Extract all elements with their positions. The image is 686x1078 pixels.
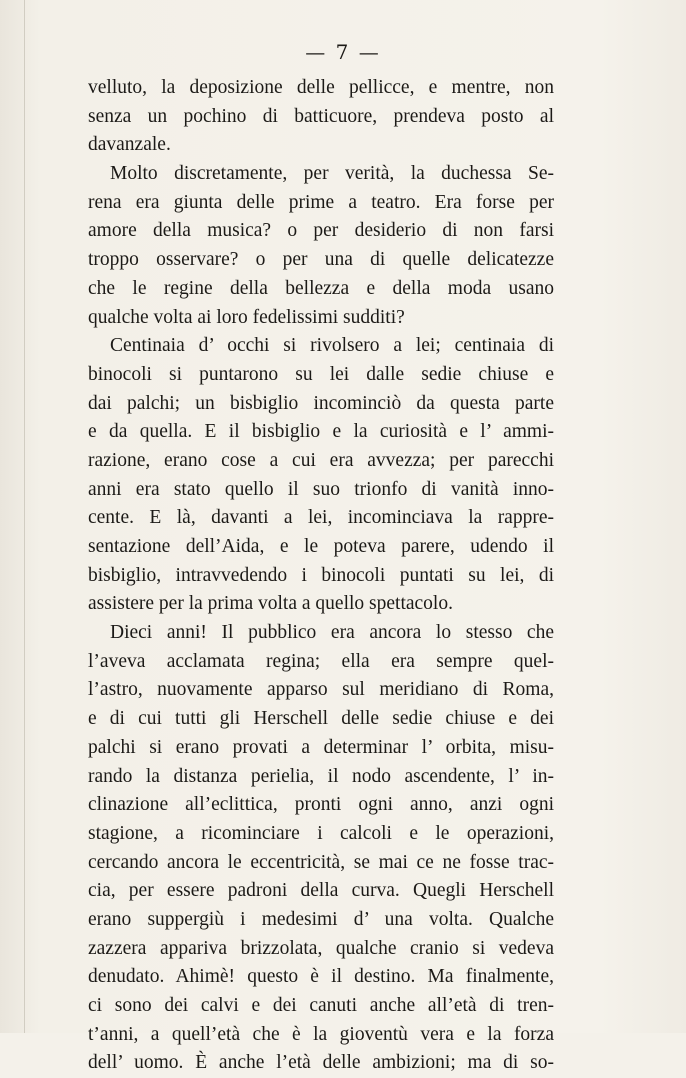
text-line: cente. E là, davanti a lei, incominciava la rappre- [88, 507, 554, 529]
text-line: sentazione dell’Aida, e le poteva parere, udendo il [88, 536, 554, 557]
text-line: l’aveva acclamata regina; ella era sempre quel- [88, 650, 554, 672]
text-line: qualche volta ai loro fedelissimi sudditi? [88, 306, 405, 328]
text-line: velluto, la deposizione delle pellicce, e mentre, non [88, 77, 554, 98]
text-line: clinazione all’eclittica, pronti ogni anno, anzi ogni [88, 794, 554, 816]
text-line: dai palchi; un bisbiglio incominciò da questa parte [88, 392, 554, 414]
text-line: che le regine della bellezza e della moda usano [88, 277, 554, 299]
page-number: — 7 — [305, 40, 381, 64]
text-line: cia, per essere padroni della curva. Quegli Herschell [88, 880, 554, 902]
text-line: senza un pochino di batticuore, prendeva posto al [88, 105, 554, 127]
text-line: ci sono dei calvi e dei canuti anche all’età di tren- [88, 995, 554, 1016]
text-line: razione, erano cose a cui era avvezza; per parecchi [88, 449, 554, 471]
text-line: erano suppergiù i medesimi d’ una volta. Qualche [88, 908, 554, 930]
text-line: dell’ uomo. È anche l’età delle ambizioni; ma di so- [88, 1052, 554, 1074]
text-line: Dieci anni! Il pubblico era ancora lo stesso che [110, 622, 554, 644]
text-line: palchi si erano provati a determinar l’ orbita, misu- [88, 736, 554, 758]
text-line: anni era stato quello il suo trionfo di vanità inno- [88, 478, 554, 500]
text-line: cercando ancora le eccentricità, se mai ce ne fosse trac- [88, 851, 554, 873]
text-line: l’astro, nuovamente apparso sul meridiano di Roma, [88, 679, 554, 701]
text-line: Centinaia d’ occhi si rivolsero a lei; centinaia di [110, 335, 554, 357]
text-line: rando la distanza perielia, il nodo ascendente, l’ in- [88, 765, 554, 787]
text-line: assistere per la prima volta a quello spettacolo. [88, 593, 453, 615]
body-text [88, 74, 554, 1078]
text-line: bisbiglio, intravvedendo i binocoli puntati su lei, di [88, 564, 554, 586]
text-line: troppo osservare? o per una di quelle delicatezze [88, 249, 554, 271]
text-line: e di cui tutti gli Herschell delle sedie chiuse e dei [88, 708, 554, 730]
text-line: amore della musica? o per desiderio di non farsi [88, 220, 554, 242]
text-line: Molto discretamente, per verità, la duchessa Se- [110, 163, 554, 185]
text-line: e da quella. E il bisbiglio e la curiosità e l’ ammi- [88, 421, 554, 443]
text-line: denudato. Ahimè! questo è il destino. Ma finalmente, [88, 966, 554, 988]
text-line: rena era giunta delle prime a teatro. Era forse per [88, 191, 554, 213]
text-line: stagione, a ricominciare i calcoli e le operazioni, [88, 822, 554, 844]
text-line: binocoli si puntarono su lei dalle sedie chiuse e [88, 363, 554, 385]
page-edge-shadow [24, 0, 25, 1033]
text-line: t’anni, a quell’età che è la gioventù vera e la forza [88, 1023, 554, 1045]
text-line: davanzale. [88, 134, 171, 156]
text-line: zazzera appariva brizzolata, qualche cranio si vedeva [88, 937, 554, 959]
